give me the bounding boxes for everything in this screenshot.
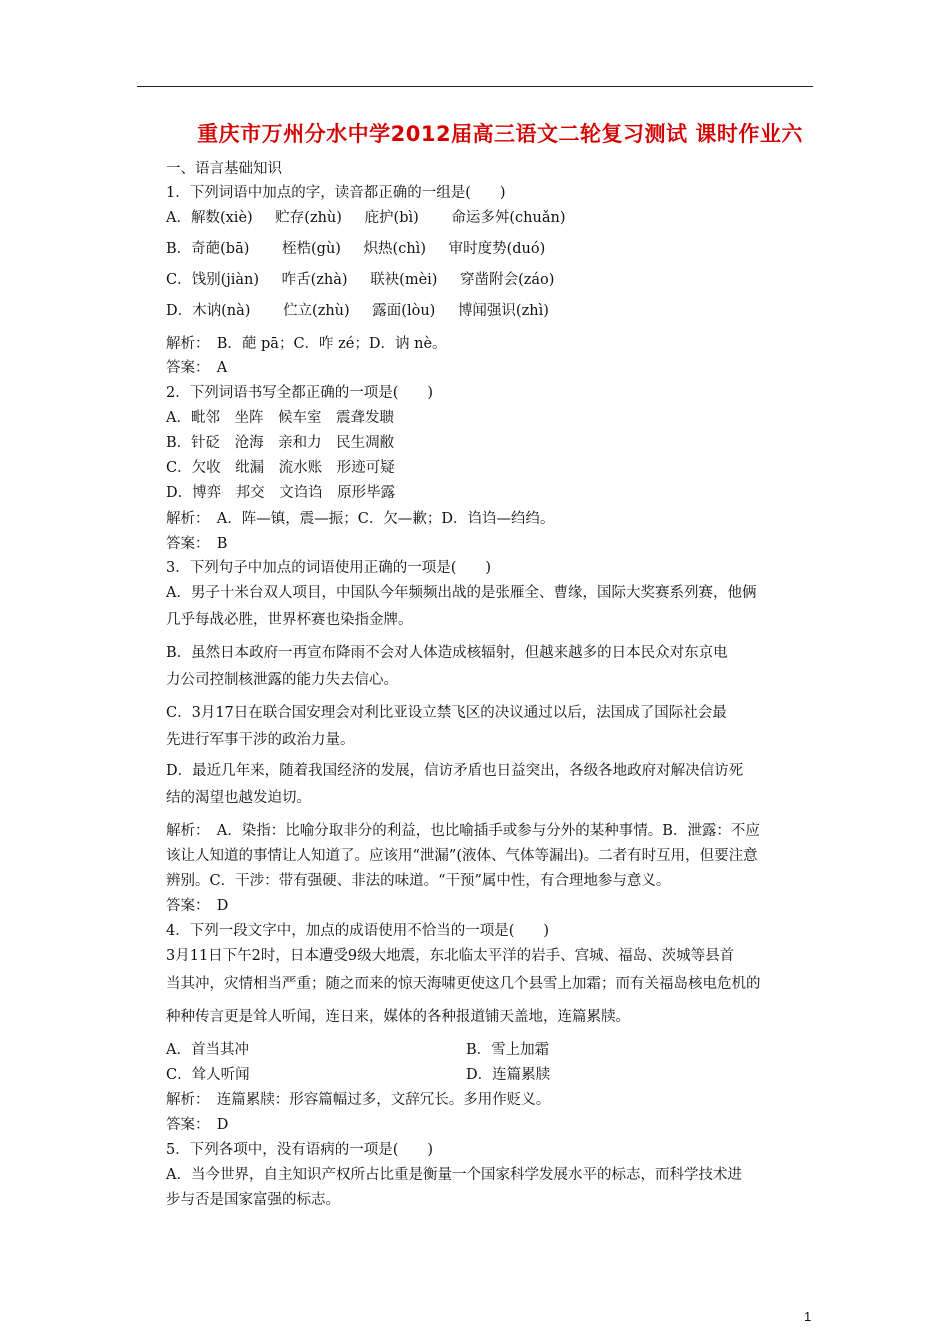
q5-option-a-line2: 步与否是国家富强的标志。 (166, 1192, 340, 1208)
document-title: 重庆市万州分水中学2012届高三语文二轮复习测试 课时作业六 (197, 122, 803, 146)
q3-analysis-line2: 该让人知道的事情让人知道了。应该用“泄漏”(液体、气体等漏出)。二者有时互用，但要注意 (166, 848, 758, 864)
q3-option-a-line1: A．男子十米台双人项目，中国队今年频频出战的是张雁全、曹缘，国际大奖赛系列赛，他俩 (166, 585, 757, 601)
q1-option-c (166, 270, 554, 290)
q3-stem: 3．下列句子中加点的词语使用正确的一项是( ) (166, 560, 492, 576)
q3-answer: 答案： D (166, 898, 229, 914)
q1-c-4: 穿凿附会(záo) (460, 272, 555, 288)
q4-option-c: C．耸人听闻 (166, 1067, 250, 1083)
q3-option-b-line1: B．虽然日本政府一再宣布降雨不会对人体造成核辐射，但越来越多的日本民众对东京电 (166, 645, 728, 661)
q1-d-3: 露面(lòu) (372, 303, 436, 319)
q3-option-d-line2: 结的渴望也越发迫切。 (166, 790, 311, 806)
q1-a-3: 庇护(bì) (364, 210, 419, 226)
q3-option-c-line2: 先进行军事干涉的政治力量。 (166, 732, 355, 748)
header-rule (137, 86, 813, 87)
q1-b-4: 审时度势(duó) (448, 241, 546, 257)
q1-analysis: 解析： B．葩 pā；C．咋 zé；D．讷 nè。 (166, 336, 447, 352)
q3-analysis-line1: 解析： A．染指：比喻分取非分的利益，也比喻插手或参与分外的某种事情。B．泄露：不应 (166, 823, 760, 839)
q1-option-b (166, 239, 545, 259)
q1-c-2: 咋舌(zhà) (281, 272, 348, 288)
q1-b-1: B．奇葩(bā) (166, 241, 250, 257)
q2-option-b: B．针砭 沧海 亲和力 民生凋敝 (166, 435, 395, 451)
q2-option-c: C．欠收 纰漏 流水账 形迹可疑 (166, 460, 395, 476)
q1-b-2: 桎梏(gù) (282, 241, 341, 257)
q4-passage-line1: 3月11日下午2时，日本遭受9级大地震，东北临太平洋的岩手、宫城、福岛、茨城等县首 (166, 948, 735, 964)
q3-option-b-line2: 力公司控制核泄露的能力失去信心。 (166, 672, 398, 688)
q3-analysis-line3: 辨别。C．干涉：带有强硬、非法的味道。“干预”属中性，有合理地参与意义。 (166, 873, 671, 889)
q4-passage-line2: 当其冲，灾情相当严重；随之而来的惊天海啸更使这几个县雪上加霜；而有关福岛核电危机的 (166, 976, 761, 992)
q2-answer: 答案： B (166, 536, 228, 552)
section-heading: 一、语言基础知识 (166, 161, 282, 177)
q4-stem: 4．下列一段文字中，加点的成语使用不恰当的一项是( ) (166, 923, 550, 939)
q2-analysis: 解析： A．阵—镇，震—振；C．欠—歉；D．诌诌—绉绉。 (166, 511, 555, 527)
page-number: 1 (804, 1309, 812, 1324)
q1-option-a (166, 208, 566, 228)
q5-stem: 5．下列各项中，没有语病的一项是( ) (166, 1142, 434, 1158)
q3-option-a-line2: 几乎每战必胜，世界杯赛也染指金牌。 (166, 612, 413, 628)
q4-answer: 答案： D (166, 1117, 229, 1133)
q1-d-4: 博闻强识(zhì) (457, 303, 549, 319)
q4-option-b: B．雪上加霜 (466, 1042, 550, 1058)
q1-a-4: 命运多舛(chuǎn) (451, 210, 566, 226)
q1-c-3: 联袂(mèi) (370, 272, 438, 288)
q1-d-2: 伫立(zhù) (283, 303, 350, 319)
q4-option-a: A．首当其冲 (166, 1042, 249, 1058)
q4-option-d: D．连篇累牍 (466, 1067, 551, 1083)
q2-option-a: A．毗邻 坐阵 候车室 震聋发聩 (166, 410, 394, 426)
q2-stem: 2．下列词语书写全都正确的一项是( ) (166, 385, 434, 401)
q1-c-1: C．饯别(jiàn) (166, 272, 260, 288)
q3-option-d-line1: D．最近几年来，随着我国经济的发展，信访矛盾也日益突出，各级各地政府对解决信访死 (166, 763, 744, 779)
q1-b-3: 炽热(chì) (363, 241, 426, 257)
q1-d-1: D．木讷(nà) (166, 303, 251, 319)
q1-option-d (166, 301, 549, 321)
q1-stem: 1．下列词语中加点的字，读音都正确的一组是( ) (166, 185, 506, 201)
q5-option-a-line1: A．当今世界，自主知识产权所占比重是衡量一个国家科学发展水平的标志，而科学技术进 (166, 1167, 742, 1183)
q4-analysis: 解析： 连篇累牍：形容篇幅过多，文辞冗长。多用作贬义。 (166, 1092, 551, 1108)
q1-answer: 答案： A (166, 360, 228, 376)
q2-option-d: D．博弈 邦交 文诌诌 原形毕露 (166, 485, 396, 501)
q4-passage-line3: 种种传言更是耸人听闻，连日来，媒体的各种报道铺天盖地，连篇累牍。 (166, 1009, 630, 1025)
q3-option-c-line1: C．3月17日在联合国安理会对利比亚设立禁飞区的决议通过以后，法国成了国际社会最 (166, 705, 727, 721)
q1-a-1: A．解数(xiè) (166, 210, 253, 226)
q1-a-2: 贮存(zhù) (275, 210, 342, 226)
